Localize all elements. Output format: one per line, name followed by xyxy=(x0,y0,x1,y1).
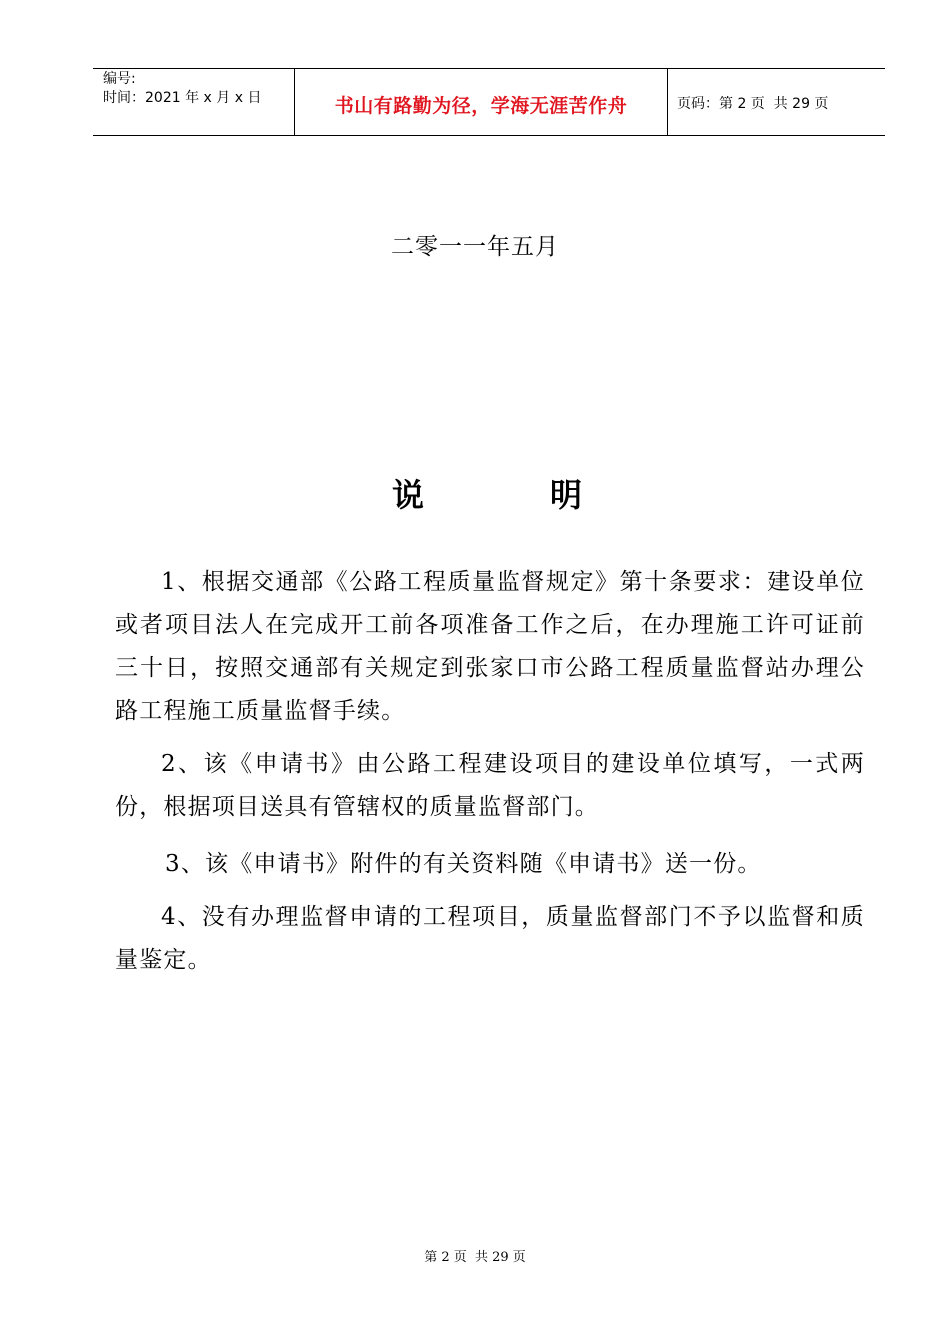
section-title-char-2: 明 xyxy=(550,476,583,514)
date-line: 二零一一年五月 xyxy=(391,234,559,260)
header-divider xyxy=(667,69,668,135)
paragraph-1: 1、根据交通部《公路工程质量监督规定》第十条要求：建设单位或者项目法人在完成开工前各项准备工作之后，在办理施工许可证前三十日，按照交通部有关规定到张家口市公路工程质量监督站办理公路工程施工质量监督手续。 xyxy=(115,569,865,724)
header-left-cell xyxy=(103,70,261,108)
paragraph-4: 4、没有办理监督申请的工程项目，质量监督部门不予以监督和质量鉴定。 xyxy=(115,904,865,973)
paragraph-3: 3、该《申请书》附件的有关资料随《申请书》送一份。 xyxy=(165,851,762,877)
paragraph-2: 2、该《申请书》由公路工程建设项目的建设单位填写，一式两份，根据项目送具有管辖权的质量监督部门。 xyxy=(115,751,865,820)
page-header xyxy=(93,68,885,136)
document-number-label: 编号: xyxy=(103,71,136,87)
section-title-char-1: 说 xyxy=(392,476,425,514)
header-page-code: 页码：第 2 页 共 29 页 xyxy=(677,96,829,112)
document-time-label: 时间：2021 年 x 月 x 日 xyxy=(103,90,262,106)
header-motto: 书山有路勤为径，学海无涯苦作舟 xyxy=(334,95,628,117)
page-footer: 第 2 页 共 29 页 xyxy=(424,1250,526,1265)
